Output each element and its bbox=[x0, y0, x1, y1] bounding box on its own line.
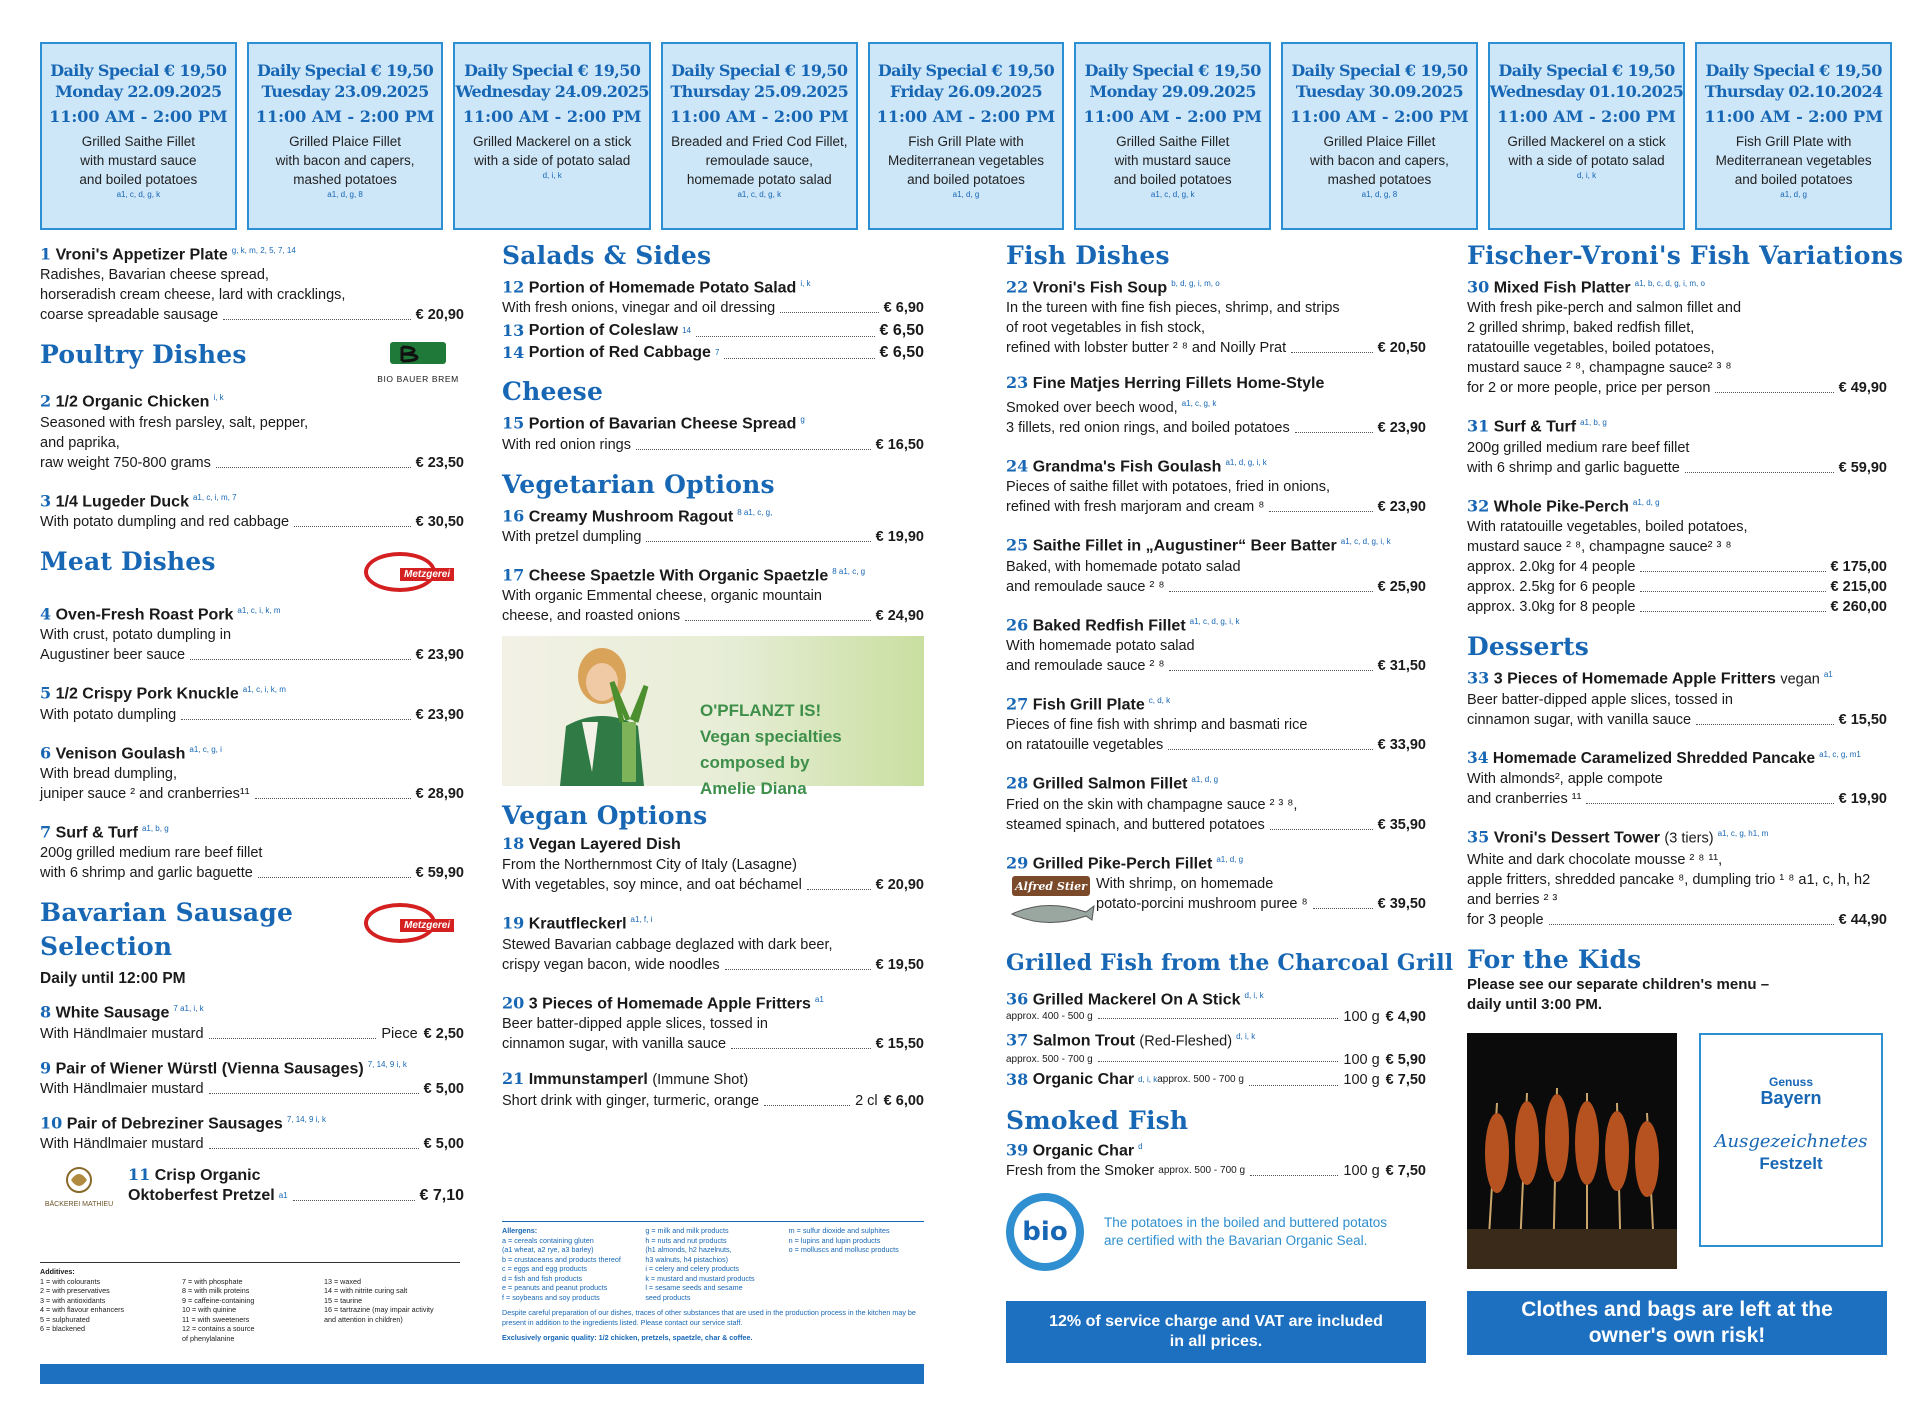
legend-line: l = sesame seeds and sesame bbox=[645, 1283, 743, 1292]
special-time: 11:00 AM - 2:00 PM bbox=[49, 107, 228, 126]
legend-line: g = milk and milk products bbox=[645, 1226, 729, 1235]
item-price: € 33,90 bbox=[1377, 737, 1426, 754]
special-price-heading: Daily Special € 19,50 bbox=[464, 61, 641, 80]
menu-item-13: 13 Portion of Coleslaw 14 € 6,50 bbox=[502, 321, 924, 341]
allergens-note: Despite careful preparation of our dishes, traces of other substances that are used in the production process in the kitchen may be present in addition to the ingredients listed. Please contact our service staff. bbox=[502, 1308, 916, 1327]
item-name: Creamy Mushroom Ragout bbox=[528, 507, 734, 525]
menu-item-39: 39 Organic Char $^d$ Fresh from the Smoker approx. 500 - 700 g 100 g € 7,50 bbox=[1006, 1140, 1426, 1180]
menu-item-33: 33 3 Pieces of Homemade Apple Fritters vegan $^{a1}$ Beer batter-dipped apple slices, tossed in cinnamon sugar, with vanilla sauce € 15,50 bbox=[1467, 668, 1887, 729]
menu-item-3: 3 1/4 Lugeder Duck $^{a1, c, i, m, 7}$ With potato dumpling and red cabbage € 30,50 bbox=[40, 490, 464, 530]
daily-special-card bbox=[247, 42, 444, 230]
special-price-heading: Daily Special € 19,50 bbox=[256, 61, 434, 80]
menu-item-36: 36 Grilled Mackerel On A Stick $^{d, i, k}$ approx. 400 - 500 g 100 g € 4,90 bbox=[1006, 989, 1426, 1026]
clothes-risk-note: Clothes and bags are left at the owner's own risk! bbox=[1467, 1291, 1887, 1355]
item-name: Cheese Spaetzle With Organic Spaetzle bbox=[528, 567, 829, 585]
menu-item-15: 15 Portion of Bavarian Cheese Spread $^g$ With red onion rings € 16,50 bbox=[502, 413, 924, 453]
item-price: € 20,90 bbox=[415, 307, 464, 324]
item-name: 3 Pieces of Homemade Apple Fritters bbox=[1493, 670, 1776, 688]
item-name: Pair of Wiener Würstl (Vienna Sausages) bbox=[55, 1059, 364, 1077]
item-price: € 23,50 bbox=[415, 454, 464, 471]
allergens-legend: Allergens: a = cereals containing gluten (a1 wheat, a2 rye, a3 barley) b = crustaceans and products thereof c = eggs and egg products d = fish and fish products e = peanuts and peanut products f = soybeans and soy products g = milk and milk products h = nuts and nut products (h1 almonds, h2 hazelnuts, h3 walnuts, h4 pistachios) i = celery and celery products k = mustard and mustard products l = sesame seeds and sesame seed products m = sulfur dioxide and sulphites n = lupins and lupin products o = molluscs and mollusc products Despite careful preparation of our dishes, traces of other substances that are used in the production process in the kitchen may be present in addition to the ingredients listed. Please contact our service staff. Exclusively organic quality: 1/2 chicken, pretzels, spaetzle, char & coffee. bbox=[502, 1221, 924, 1342]
daily-special-card bbox=[453, 42, 650, 230]
item-price: € 24,90 bbox=[875, 608, 924, 625]
svg-text:Alfred Stier: Alfred Stier bbox=[1015, 880, 1087, 894]
item-name: Whole Pike-Perch bbox=[1493, 497, 1629, 515]
daily-special-card bbox=[1281, 42, 1478, 230]
menu-item-34: 34 Homemade Caramelized Shredded Pancake $^{a1, c, g, m1}$ With almonds², apple compote and cranberries ¹¹ € 19,90 bbox=[1467, 748, 1887, 808]
special-allergens: a1, d, g bbox=[1780, 190, 1807, 199]
daily-specials bbox=[40, 42, 1892, 230]
organic-note: Exclusively organic quality: 1/2 chicken, pretzels, spaetzle, char & coffee. bbox=[502, 1333, 753, 1342]
item-name: Vroni's Fish Soup bbox=[1032, 279, 1168, 297]
chef-photo-illustration bbox=[542, 642, 662, 786]
legend-line: e = peanuts and peanut products bbox=[502, 1283, 608, 1292]
special-date: Tuesday 23.09.2025 bbox=[261, 82, 429, 101]
special-dish: Grilled Plaice Fillet with bacon and capers, mashed potatoes bbox=[275, 134, 415, 187]
legend-line: d = fish and fish products bbox=[502, 1273, 583, 1283]
item-name: White Sausage bbox=[55, 1004, 170, 1022]
legend-line: 13 = waxed bbox=[324, 1276, 361, 1286]
legend-line: 5 = sulphurated bbox=[40, 1314, 90, 1324]
item-price: € 4,90 bbox=[1385, 1009, 1426, 1026]
section-title-kids: For the Kids bbox=[1467, 944, 1642, 974]
item-price: € 7,50 bbox=[1385, 1071, 1426, 1088]
item-price: € 260,00 bbox=[1830, 598, 1887, 615]
item-price: € 6,90 bbox=[883, 300, 924, 317]
banner-line: Amelie Diana bbox=[700, 779, 807, 799]
item-price: € 30,50 bbox=[415, 513, 464, 530]
item-price: € 19,90 bbox=[875, 528, 924, 545]
item-name: 3 Pieces of Homemade Apple Fritters bbox=[528, 994, 811, 1012]
menu-item-26: 26 Baked Redfish Fillet $^{a1, c, d, g, i, k}$ With homemade potato salad and remoulade sauce ² ⁸ € 31,50 bbox=[1006, 615, 1426, 675]
item-name: Grilled Pike-Perch Fillet bbox=[1032, 855, 1213, 873]
legend-line: h = nuts and nut products bbox=[645, 1235, 727, 1245]
legend-line: 7 = with phosphate bbox=[182, 1276, 243, 1286]
special-date: Thursday 25.09.2025 bbox=[670, 82, 849, 101]
special-date: Tuesday 30.09.2025 bbox=[1295, 82, 1463, 101]
special-price-heading: Daily Special € 19,50 bbox=[877, 61, 1055, 80]
item-price: € 19,90 bbox=[1838, 791, 1887, 808]
metzgerei-ott-logo-2: Metzgerei bbox=[364, 897, 464, 949]
item-price: € 49,90 bbox=[1838, 380, 1887, 397]
legend-line: 14 = with nitrite curing salt bbox=[324, 1286, 408, 1295]
special-allergens: d, i, k bbox=[542, 171, 562, 180]
menu-item-30: 30 Mixed Fish Platter $^{a1, b, c, d, g, i, m, o}$ With fresh pike-perch and salmon fillet and 2 grilled shrimp, baked redfish fillet, ratatouille vegetables, boiled potatoes, mustard sauce ² ⁸, champagne sauce² ³ ⁸ for 2 or more people, price per person € 49,90 bbox=[1467, 277, 1887, 397]
bio-seal-note: bio The potatoes in the boiled and buttered potatos are certified with the Bavarian Organic Seal. bbox=[1006, 1193, 1426, 1271]
item-desc: Radishes, Bavarian cheese spread, bbox=[40, 267, 269, 284]
vegan-banner bbox=[502, 636, 924, 799]
special-time: 11:00 AM - 2:00 PM bbox=[1290, 107, 1469, 126]
item-name: Portion of Homemade Potato Salad bbox=[528, 279, 797, 297]
menu-item-17: 17 Cheese Spaetzle With Organic Spaetzle $^{8 a1, c, g}$ With organic Emmental cheese, organic mountain cheese, and roasted onions € 24,90 bbox=[502, 565, 924, 625]
item-name: Vroni's Appetizer Plate bbox=[55, 246, 228, 264]
legend-line: f = soybeans and soy products bbox=[502, 1292, 600, 1302]
special-time: 11:00 AM - 2:00 PM bbox=[670, 107, 849, 126]
item-price: € 28,90 bbox=[415, 785, 464, 802]
item-price: € 23,90 bbox=[415, 706, 464, 723]
legend-line: 11 = with sweeteners bbox=[182, 1314, 250, 1324]
menu-item-38: 38 Organic Char d, i, k approx. 500 - 700 g 100 g € 7,50 bbox=[1006, 1069, 1426, 1089]
legend-line: 10 = with quinine bbox=[182, 1305, 237, 1314]
special-time: 11:00 AM - 2:00 PM bbox=[1497, 107, 1676, 126]
menu-item-11: BÄCKEREI MATHIEU 11 Crisp Organic Oktoberfest Pretzel a1 € 7,10 bbox=[40, 1164, 464, 1208]
item-name: 1/2 Crispy Pork Knuckle bbox=[55, 685, 239, 703]
legend-line: k = mustard and mustard products bbox=[645, 1273, 755, 1283]
item-price: € 59,90 bbox=[415, 865, 464, 882]
item-price: € 5,90 bbox=[1385, 1051, 1426, 1068]
menu-item-10: 10 Pair of Debreziner Sausages $^{7, 14, 9 i, k}$ With Händlmaier mustard € 5,00 bbox=[40, 1113, 464, 1153]
special-price-heading: Daily Special € 19,50 bbox=[1291, 61, 1468, 80]
section-title-sausage: Bavarian Sausage bbox=[40, 898, 294, 928]
item-price: € 15,50 bbox=[1838, 712, 1887, 729]
kids-note: Please see our separate children's menu – daily until 3:00 PM. bbox=[1467, 975, 1770, 1013]
section-title-smoked: Smoked Fish bbox=[1006, 1105, 1189, 1135]
item-price: € 23,90 bbox=[1377, 499, 1426, 516]
special-time: 11:00 AM - 2:00 PM bbox=[1704, 107, 1883, 126]
item-price: € 6,50 bbox=[879, 322, 924, 340]
item-name: Organic Char bbox=[1032, 1142, 1135, 1160]
item-name: Grandma's Fish Goulash bbox=[1032, 458, 1222, 476]
item-name: 1/4 Lugeder Duck bbox=[55, 492, 189, 510]
special-dish: Fish Grill Plate with Mediterranean vegetables and boiled potatoes bbox=[887, 134, 1045, 187]
item-name: Pair of Debreziner Sausages bbox=[66, 1115, 283, 1133]
legend-line: and attention in children) bbox=[324, 1314, 403, 1324]
menu-item-29: 29 Grilled Pike-Perch Fillet $^{a1, d, g}$ Alfred Stier With shrimp, on homemade potato-porcini mushroom puree ⁸ € 39,50 bbox=[1006, 849, 1426, 934]
allergen-codes: g, k, m, 2, 5, 7, 14 bbox=[231, 246, 296, 255]
legend-line: i = celery and celery products bbox=[645, 1264, 740, 1273]
section-title-cheese: Cheese bbox=[502, 377, 604, 407]
item-price: € 15,50 bbox=[875, 1035, 924, 1052]
bio-seal-icon: bio bbox=[1006, 1193, 1084, 1271]
item-name: Vegan Layered Dish bbox=[528, 836, 681, 854]
menu-item-1 bbox=[40, 240, 464, 325]
menu-item-24: 24 Grandma's Fish Goulash $^{a1, d, g, i, k}$ Pieces of saithe fillet with potatoes, fried in onions, refined with fresh marjoram and cream ⁸ € 23,90 bbox=[1006, 456, 1426, 516]
item-name: Fine Matjes Herring Fillets Home-Style bbox=[1032, 375, 1325, 393]
special-allergens: d, i, k bbox=[1576, 171, 1597, 180]
legend-line: 2 = with preservatives bbox=[40, 1286, 110, 1295]
item-name: Vroni's Dessert Tower bbox=[1493, 829, 1660, 847]
menu-item-20: 20 3 Pieces of Homemade Apple Fritters $^{a1}$ Beer batter-dipped apple slices, tossed in cinnamon sugar, with vanilla sauce € 15,50 bbox=[502, 992, 924, 1052]
legend-line: of phenylalanine bbox=[182, 1333, 235, 1343]
baeckerei-mathieu-logo: BÄCKEREI MATHIEU bbox=[40, 1164, 118, 1208]
sausage-subtitle: Daily until 12:00 PM bbox=[40, 970, 186, 988]
item-name: Baked Redfish Fillet bbox=[1032, 617, 1186, 635]
item-price: € 215,00 bbox=[1830, 578, 1887, 595]
menu-item-22: 22 Vroni's Fish Soup $^{b, d, g, i, m, o}$ In the tureen with fine fish pieces, shrimp, and strips of root vegetables in fish stock, refined with lobster butter ² ⁸ and Noilly Prat € 20,50 bbox=[1006, 277, 1426, 357]
item-desc: horseradish cream cheese, lard with cracklings, bbox=[40, 287, 346, 304]
item-name: Grilled Salmon Fillet bbox=[1032, 775, 1188, 793]
menu-item-6: 6 Venison Goulash $^{a1, c, g, i}$ With bread dumpling, juniper sauce ² and cranberries¹¹ € 28,90 bbox=[40, 742, 464, 802]
special-price-heading: Daily Special € 19,50 bbox=[1498, 61, 1675, 80]
daily-special-card bbox=[661, 42, 858, 230]
special-dish: Grilled Mackerel on a stick with a side of potato salad bbox=[473, 134, 632, 168]
special-date: Monday 29.09.2025 bbox=[1089, 82, 1256, 101]
legend-line: b = crustaceans and products thereof bbox=[502, 1254, 621, 1264]
item-name: Homemade Caramelized Shredded Pancake bbox=[1492, 750, 1816, 768]
service-charge-note: 12% of service charge and VAT are included in all prices. bbox=[1006, 1301, 1426, 1363]
special-dish: Grilled Saithe Fillet with mustard sauce and boiled potatoes bbox=[1113, 134, 1232, 187]
special-allergens: a1, d, g, 8 bbox=[1361, 190, 1398, 199]
special-date: Wednesday 24.09.2025 bbox=[455, 82, 649, 101]
alfred-stier-logo bbox=[1006, 874, 1096, 934]
legend-line: 15 = taurine bbox=[324, 1295, 363, 1305]
special-allergens: a1, c, d, g, k bbox=[737, 190, 782, 199]
legend-line: 3 = with antioxidants bbox=[40, 1295, 106, 1305]
banner-line: Vegan specialties bbox=[700, 727, 842, 747]
item-price: € 25,90 bbox=[1377, 578, 1426, 595]
legend-line: 8 = with milk proteins bbox=[182, 1286, 250, 1295]
section-title-sausage-2: Selection bbox=[40, 932, 173, 962]
special-dish: Grilled Saithe Fillet with mustard sauce and boiled potatoes bbox=[79, 134, 198, 187]
item-price: € 5,00 bbox=[423, 1136, 464, 1153]
item-price: € 7,50 bbox=[1385, 1163, 1426, 1180]
item-name: Salmon Trout bbox=[1032, 1032, 1135, 1050]
menu-item-2: 2 1/2 Organic Chicken $^{i, k}$ Seasoned with fresh parsley, salt, pepper, and paprika, raw weight 750-800 grams € 23,50 bbox=[40, 391, 464, 471]
section-title-desserts: Desserts bbox=[1467, 631, 1590, 661]
special-allergens: a1, c, d, g, k bbox=[116, 190, 161, 199]
item-name: Crisp Organic bbox=[154, 1167, 261, 1185]
item-name: Venison Goulash bbox=[55, 744, 186, 762]
special-date: Thursday 02.10.2024 bbox=[1704, 82, 1883, 101]
item-price: € 6,50 bbox=[879, 344, 924, 362]
special-dish: Fish Grill Plate with Mediterranean vegetables and boiled potatoes bbox=[1715, 134, 1872, 187]
special-time: 11:00 AM - 2:00 PM bbox=[462, 107, 642, 126]
menu-item-27: 27 Fish Grill Plate $^{c, d, k}$ Pieces of fine fish with shrimp and basmati rice on ratatouille vegetables € 33,90 bbox=[1006, 694, 1426, 754]
item-name: Immunstamperl bbox=[528, 1070, 648, 1088]
menu-item-28: 28 Grilled Salmon Fillet $^{a1, d, g}$ Fried on the skin with champagne sauce ² ³ ⁸, steamed spinach, and buttered potatoes € 35,90 bbox=[1006, 773, 1426, 833]
item-price: € 31,50 bbox=[1377, 658, 1426, 675]
metzgerei-ott-logo: Metzgerei bbox=[364, 546, 464, 598]
menu-item-16: 16 Creamy Mushroom Ragout $^{8 a1, c, g,}$ With pretzel dumpling € 19,90 bbox=[502, 505, 924, 545]
menu-item-23: 23 Fine Matjes Herring Fillets Home-Style Smoked over beech wood, $^{a1, c, g, k}$ 3 fillets, red onion rings, and boiled potatoes € 23,90 bbox=[1006, 373, 1426, 437]
item-name: Krautfleckerl bbox=[528, 915, 627, 933]
special-price-heading: Daily Special € 19,50 bbox=[1705, 61, 1882, 80]
legend-line: 9 = caffeine-containing bbox=[182, 1295, 255, 1305]
special-allergens: a1, d, g, 8 bbox=[327, 190, 363, 199]
section-title-vegan: Vegan Options bbox=[502, 801, 708, 831]
item-name: Saithe Fillet in „Augustiner“ Beer Batter bbox=[1032, 537, 1337, 555]
legend-line: 4 = with flavour enhancers bbox=[40, 1305, 125, 1314]
section-title-salads: Salads & Sides bbox=[502, 241, 712, 270]
column-2 bbox=[502, 240, 924, 1125]
item-price: € 16,50 bbox=[875, 436, 924, 453]
item-price: € 5,00 bbox=[423, 1080, 464, 1097]
special-allergens: a1, d, g bbox=[952, 190, 980, 199]
item-name: Surf & Turf bbox=[55, 824, 138, 842]
special-price-heading: Daily Special € 19,50 bbox=[1084, 61, 1261, 80]
section-title-poultry: Poultry Dishes bbox=[40, 340, 247, 370]
item-price: € 35,90 bbox=[1377, 816, 1426, 833]
legend-line: 6 = blackened bbox=[40, 1324, 85, 1333]
column-4 bbox=[1467, 240, 1904, 1355]
item-number: 1 bbox=[40, 244, 52, 264]
legend-line: 1 = with colourants bbox=[40, 1276, 101, 1286]
daily-special-card bbox=[1488, 42, 1685, 230]
legend-line: h3 walnuts, h4 pistachios) bbox=[645, 1254, 729, 1264]
special-date: Friday 26.09.2025 bbox=[889, 82, 1042, 101]
legend-line: seed products bbox=[645, 1292, 691, 1302]
legend-line: c = eggs and egg products bbox=[502, 1264, 587, 1273]
item-price: € 6,00 bbox=[883, 1092, 924, 1109]
section-title-meat: Meat Dishes bbox=[40, 546, 216, 576]
menu-item-32: 32 Whole Pike-Perch $^{a1, d, g}$ With ratatouille vegetables, boiled potatoes, mustard sauce ² ⁸, champagne sauce² ³ ⁸ approx. 2.0kg for 4 people € 175,00 approx. 2.5kg for 6 people € 215,00 approx. 3.0kg for 8 people € 260,00 bbox=[1467, 495, 1887, 615]
bio-bauer-brem-logo: BIO BAUER BREM bbox=[372, 339, 464, 385]
item-price: € 175,00 bbox=[1830, 558, 1887, 575]
section-title-variations: Fischer-Vroni's Fish Variations bbox=[1467, 241, 1904, 270]
menu-item-4: 4 Oven-Fresh Roast Pork $^{a1, c, i, k, m}$ With crust, potato dumpling in Augustiner beer sauce € 23,90 bbox=[40, 604, 464, 664]
menu-item-12: 12 Portion of Homemade Potato Salad $^{i, k}$ With fresh onions, vinegar and oil dressing € 6,90 bbox=[502, 277, 924, 317]
menu-item-9: 9 Pair of Wiener Würstl (Vienna Sausages) $^{7, 14, 9 i, k}$ With Händlmaier mustard € 5,00 bbox=[40, 1057, 464, 1097]
menu-item-35: 35 Vroni's Dessert Tower (3 tiers) $^{a1, c, g, h1, m}$ White and dark chocolate mousse ² ⁸ ¹¹, apple fritters, shredded pancake ⁸, dumpling trio ¹ ⁸ a1, c, h, h2 and berries ² ³ for 3 people € 44,90 bbox=[1467, 827, 1887, 928]
special-dish: Grilled Mackerel on a stick with a side of potato salad bbox=[1507, 134, 1666, 168]
menu-item-37: 37 Salmon Trout (Red-Fleshed) $^{d, i, k}$ approx. 500 - 700 g 100 g € 5,90 bbox=[1006, 1030, 1426, 1068]
section-title-charcoal-grill: Grilled Fish from the Charcoal Grill bbox=[1006, 950, 1454, 977]
section-title-vegetarian: Vegetarian Options bbox=[502, 469, 775, 499]
item-price: € 19,50 bbox=[875, 956, 924, 973]
section-title-fish: Fish Dishes bbox=[1006, 241, 1170, 270]
legend-line: n = lupins and lupin products bbox=[788, 1235, 881, 1245]
menu-item-21: 21 Immunstamperl (Immune Shot) Short drink with ginger, turmeric, orange 2 cl € 6,00 bbox=[502, 1068, 924, 1109]
grilled-fish-photo bbox=[1467, 1033, 1677, 1269]
special-date: Wednesday 01.10.2025 bbox=[1489, 82, 1684, 101]
daily-special-card bbox=[868, 42, 1065, 230]
column-3 bbox=[1006, 240, 1454, 1363]
item-price: € 23,90 bbox=[415, 647, 464, 664]
special-date: Monday 22.09.2025 bbox=[55, 82, 222, 101]
item-price: € 2,50 bbox=[423, 1025, 464, 1042]
special-dish: Grilled Plaice Fillet with bacon and capers, mashed potatoes bbox=[1310, 134, 1449, 187]
special-time: 11:00 AM - 2:00 PM bbox=[876, 107, 1056, 126]
special-time: 11:00 AM - 2:00 PM bbox=[255, 107, 435, 126]
legend-line: 12 = contains a source bbox=[182, 1324, 255, 1333]
genuss-bayern-award: Genuss Bayern Ausgezeichnetes Festzelt bbox=[1699, 1033, 1883, 1247]
item-price: € 44,90 bbox=[1838, 911, 1887, 928]
menu-item-5: 5 1/2 Crispy Pork Knuckle $^{a1, c, i, k, m}$ With potato dumpling € 23,90 bbox=[40, 683, 464, 723]
daily-special-card bbox=[1695, 42, 1892, 230]
item-price: € 59,90 bbox=[1838, 459, 1887, 476]
column-1 bbox=[40, 240, 464, 1208]
banner-line: O'PFLANZT IS! bbox=[700, 701, 822, 721]
item-price: € 7,10 bbox=[419, 1187, 464, 1205]
special-price-heading: Daily Special € 19,50 bbox=[671, 61, 848, 80]
legend-line: 16 = tartrazine (may impair activity bbox=[324, 1305, 434, 1314]
legend-line: (h1 almonds, h2 hazelnuts, bbox=[645, 1245, 732, 1254]
menu-item-18: 18 Vegan Layered Dish From the Northernmost City of Italy (Lasagne) With vegetables, soy mince, and oat béchamel € 20,90 bbox=[502, 834, 924, 894]
item-price: € 23,90 bbox=[1377, 420, 1426, 437]
menu-item-19: 19 Krautfleckerl $^{a1, f, i}$ Stewed Bavarian cabbage deglazed with dark beer, crispy vegan bacon, wide noodles € 19,50 bbox=[502, 913, 924, 973]
item-desc: coarse spreadable sausage bbox=[40, 307, 219, 324]
item-price: € 20,90 bbox=[875, 877, 924, 894]
item-price: € 39,50 bbox=[1377, 896, 1426, 913]
banner-line: composed by bbox=[700, 753, 810, 773]
legend-line: o = molluscs and mollusc products bbox=[788, 1245, 899, 1254]
item-name: Oven-Fresh Roast Pork bbox=[55, 606, 234, 624]
menu-item-31: 31 Surf & Turf $^{a1, b, g}$ 200g grilled medium rare beef fillet with 6 shrimp and garlic baguette € 59,90 bbox=[1467, 416, 1887, 476]
special-dish: Breaded and Fried Cod Fillet, remoulade sauce, homemade potato salad bbox=[671, 134, 848, 187]
daily-special-card bbox=[40, 42, 237, 230]
item-name: Fish Grill Plate bbox=[1032, 696, 1145, 714]
special-price-heading: Daily Special € 19,50 bbox=[50, 61, 227, 80]
legend-line: m = sulfur dioxide and sulphites bbox=[788, 1226, 890, 1235]
daily-special-card bbox=[1074, 42, 1271, 230]
item-name: Grilled Mackerel On A Stick bbox=[1032, 991, 1241, 1009]
legend-line: a = cereals containing gluten bbox=[502, 1235, 594, 1245]
special-allergens: a1, c, d, g, k bbox=[1150, 190, 1195, 199]
item-name: 1/2 Organic Chicken bbox=[55, 393, 210, 411]
special-time: 11:00 AM - 2:00 PM bbox=[1083, 107, 1262, 126]
item-name: Portion of Bavarian Cheese Spread bbox=[528, 415, 797, 433]
item-name: Mixed Fish Platter bbox=[1493, 279, 1631, 297]
menu-item-7: 7 Surf & Turf $^{a1, b, g}$ 200g grilled medium rare beef fillet with 6 shrimp and garlic baguette € 59,90 bbox=[40, 822, 464, 882]
menu-item-25: 25 Saithe Fillet in „Augustiner“ Beer Batter $^{a1, c, d, g, i, k}$ Baked, with homemade potato salad and remoulade sauce ² ⁸ € 25,90 bbox=[1006, 535, 1426, 595]
bottom-blue-bar bbox=[40, 1364, 924, 1384]
additives-legend: Additives: 1 = with colourants 2 = with preservatives 3 = with antioxidants 4 = with flavour enhancers 5 = sulphurated 6 = blackened 7 = with phosphate 8 = with milk proteins 9 = caffeine-containing 10 = with quinine 11 = with sweeteners 12 = contains a source of phenylalanine 13 = waxed 14 = with nitrite curing salt 15 = taurine 16 = tartrazine (may impair activity and attention in children) bbox=[40, 1262, 460, 1343]
legend-line: (a1 wheat, a2 rye, a3 barley) bbox=[502, 1245, 594, 1254]
item-price: € 20,50 bbox=[1377, 340, 1426, 357]
menu-item-14: 14 Portion of Red Cabbage 7 € 6,50 bbox=[502, 343, 924, 363]
item-name: Surf & Turf bbox=[1493, 418, 1577, 436]
menu-item-8: 8 White Sausage $^{7 a1, i, k}$ With Händlmaier mustard Piece € 2,50 bbox=[40, 1002, 464, 1042]
